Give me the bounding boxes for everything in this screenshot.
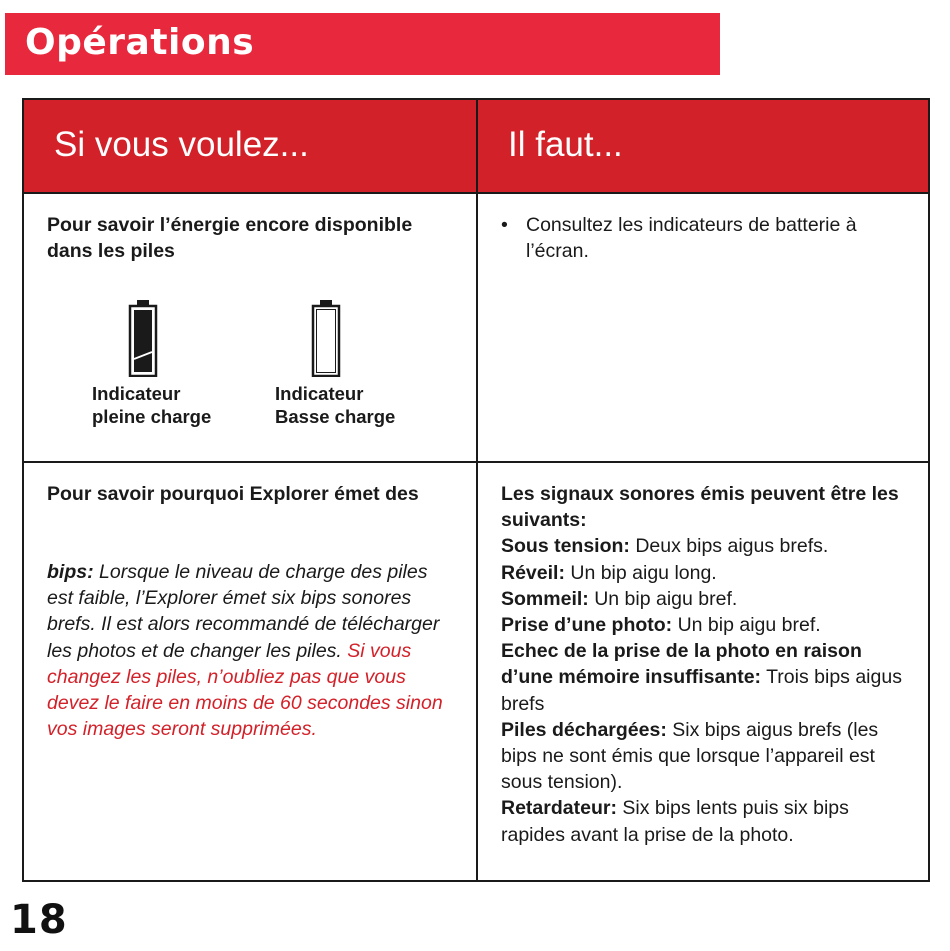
signal-text: Un bip aigu long.	[564, 561, 717, 584]
row1-left-cell	[24, 192, 476, 461]
signal-text: Un bip aigu bref.	[588, 587, 738, 610]
signal-text: Trois bips aigus brefs	[501, 666, 902, 715]
signal-item	[501, 612, 916, 638]
signal-item	[501, 795, 916, 847]
signal-label: Retardateur:	[501, 797, 617, 820]
signal-text: Six bips aigus brefs (les bips ne sont émis que lorsque l’appareil est sous tension).	[501, 718, 879, 794]
row2-left-cell	[24, 461, 476, 880]
signal-text: Deux bips aigus brefs.	[629, 535, 829, 558]
row2-right-cell	[476, 461, 928, 880]
header-cell-left	[24, 100, 476, 192]
row1-lead-text: Pour savoir l’énergie encore disponible dans les piles	[47, 214, 413, 263]
bips-text: Lorsque le niveau de charge des piles est faible, l’Explorer émet six bips sonores brefs. Il est alors recommandé de télécharger les photos et de changer les piles.	[47, 561, 440, 662]
signal-item	[501, 586, 916, 612]
section-banner	[5, 13, 720, 75]
battery-full-icon	[128, 299, 158, 382]
row1-right-text: Consultez les indicateurs de batterie à l’écran.	[526, 214, 857, 263]
bullet-icon: •	[501, 214, 508, 236]
bips-label: bips:	[47, 561, 94, 583]
signals-intro: Les signaux sonores émis peuvent être les suivants:	[501, 483, 899, 532]
row1-bullet-item	[501, 212, 901, 264]
header-cell-right	[476, 100, 928, 192]
row2-lead-text: Pour savoir pourquoi Explorer émet des	[47, 483, 419, 505]
signal-item	[501, 533, 916, 559]
battery-low-icon	[311, 299, 341, 382]
signal-label: Prise d’une photo:	[501, 614, 673, 637]
signal-item	[501, 638, 916, 717]
signal-item	[501, 560, 916, 586]
row1-right-cell	[476, 192, 928, 461]
battery-full-label-line2: pleine charge	[92, 406, 212, 427]
signal-item	[501, 717, 916, 796]
battery-low-label	[275, 382, 395, 428]
section-title: Opérations	[25, 22, 255, 63]
signal-text: Six bips lents puis six bips rapides avant la prise de la photo.	[501, 797, 849, 846]
battery-full-label	[92, 382, 211, 428]
signal-label: Sommeil:	[501, 587, 589, 610]
header-left-text: Si vous voulez...	[54, 125, 309, 164]
warning-text: Si vous changez les piles, n’oubliez pas que vous devez le faire en moins de 60 secondes sinon vos images seront supprimées.	[47, 639, 443, 741]
header-right-text: Il faut...	[508, 125, 623, 164]
signals-list	[501, 481, 916, 848]
operations-table	[22, 98, 930, 882]
signal-label: Piles déchargées:	[501, 718, 667, 741]
battery-low-label-line1: Indicateur	[275, 383, 364, 404]
bips-paragraph	[47, 559, 457, 742]
signal-label: Réveil:	[501, 561, 565, 584]
battery-full-label-line1: Indicateur	[92, 383, 181, 404]
signal-text: Un bip aigu bref.	[672, 614, 821, 637]
battery-low-label-line2: Basse charge	[275, 406, 396, 427]
page-number: 18	[10, 897, 68, 943]
signal-label: Sous tension:	[501, 535, 630, 558]
signal-label: Echec de la prise de la photo en raison d’une mémoire insuffisante:	[501, 640, 862, 689]
